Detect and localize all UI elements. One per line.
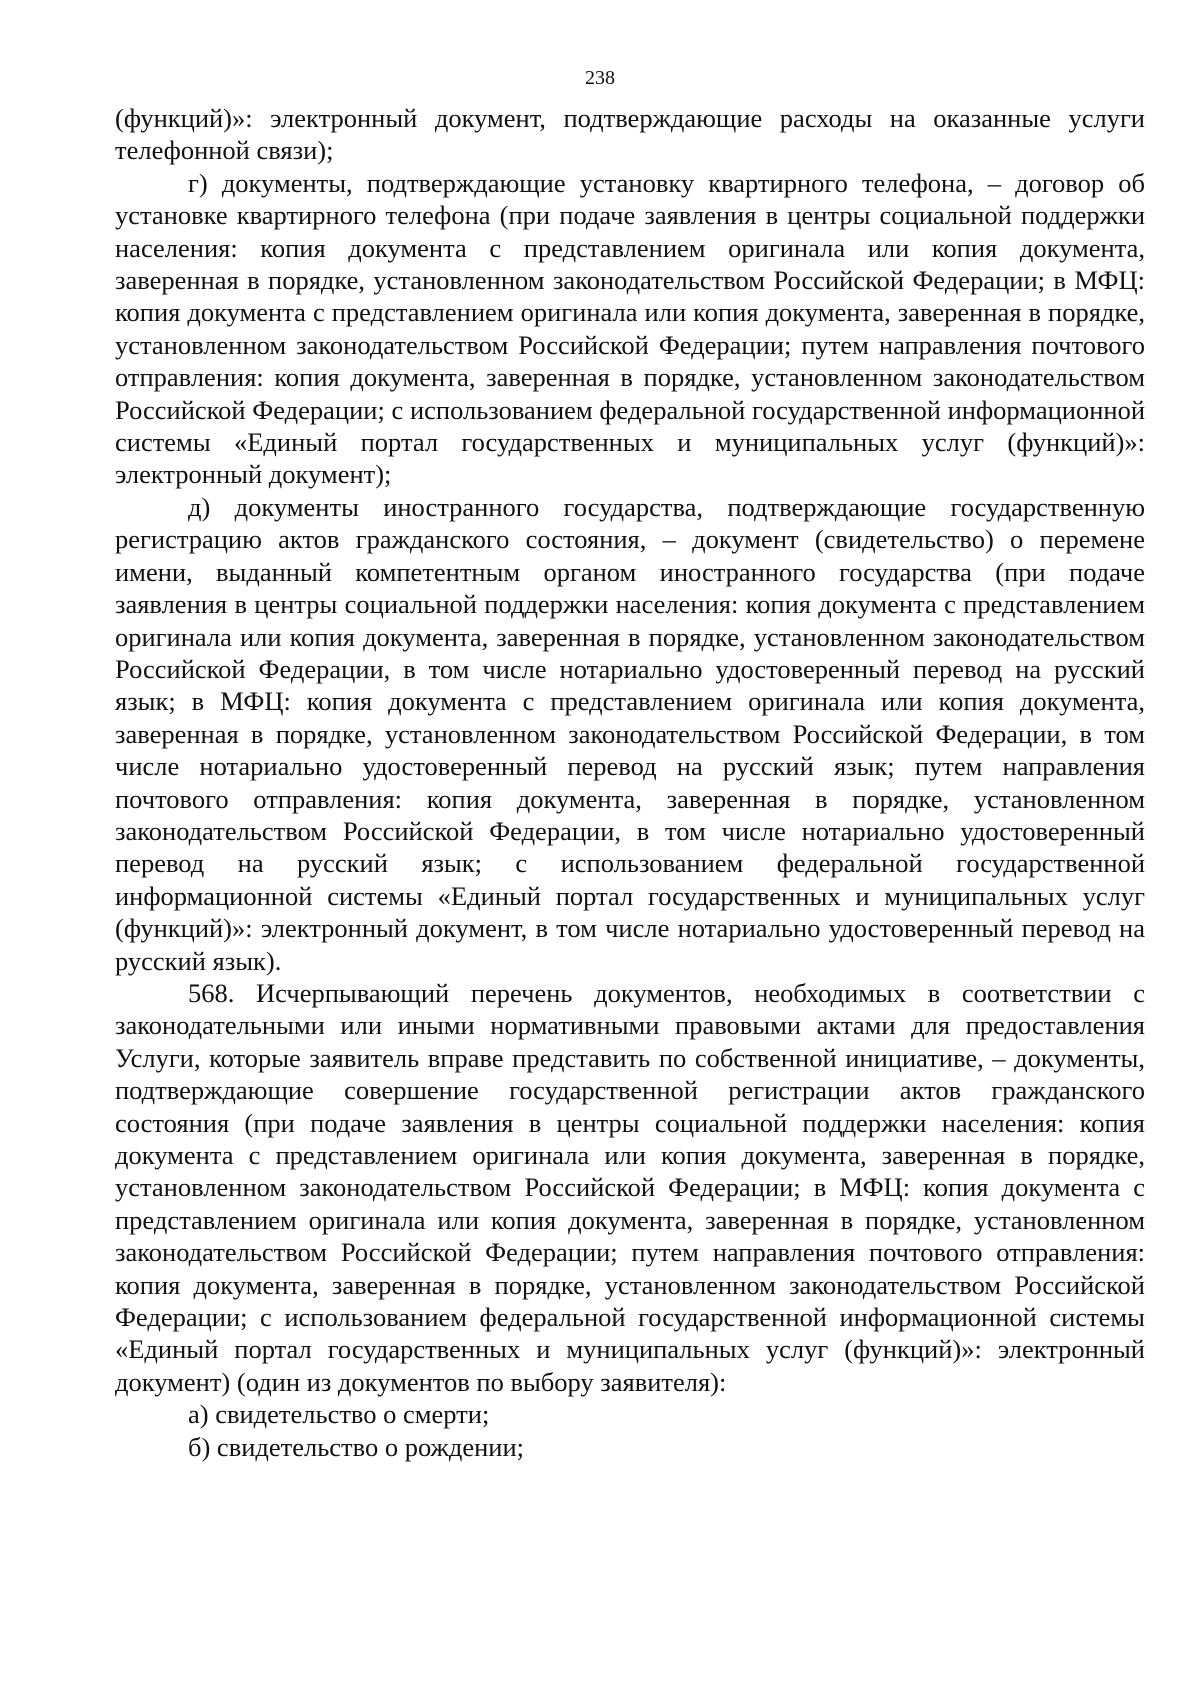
list-item-b-birth-certificate: б) свидетельство о рождении; xyxy=(188,1431,525,1462)
paragraph-568-document-list: 568. Исчерпывающий перечень документов, необходимых в соответствии с законодательными или иными нормативными правовыми актами для предоставления Услуги, которые заявитель вправе представить по собственной инициативе, – документы, подтверждающие совершение государственной регистрации актов гражданского состояния (при подаче заявления в центры социальной поддержки населения: копия документа с представлением оригинала или копия документа, заверенная в порядке, установленном законодательством Российской Федерации; в МФЦ: копия документа с представлением оригинала или копия документа, заверенная в порядке, установленном законодательством Российской Федерации; путем направления почтового отправления: копия документа, заверенная в порядке, установленном законодательством Российской Федерации; с использованием федеральной государственной информационной системы «Единый портал государственных и муниципальных услуг (функций)»: электронный документ) (один из документов по выбору заявителя): xyxy=(115,977,1145,1397)
page-number: 238 xyxy=(585,67,615,89)
paragraph-continuation-telephone-expenses: (функций)»: электронный документ, подтверждающие расходы на оказанные услуги телефонной связи); xyxy=(115,103,1145,166)
paragraph-item-d-foreign-documents: д) документы иностранного государства, подтверждающие государственную регистрацию актов гражданского состояния, – документ (свидетельство) о перемене имени, выданный компетентным органом иностранного государства (при подаче заявления в центры социальной поддержки населения: копия документа с представлением оригинала или копия документа, заверенная в порядке, установленном законодательством Российской Федерации, в том числе нотариально удостоверенный перевод на русский язык; в МФЦ: копия документа с представлением оригинала или копия документа, заверенная в порядке, установленном законодательством Российской Федерации, в том числе нотариально удостоверенный перевод на русский язык; путем направления почтового отправления: копия документа, заверенная в порядке, установленном законодательством Российской Федерации, в том числе нотариально удостоверенный перевод на русский язык; с использованием федеральной государственной информационной системы «Единый портал государственных и муниципальных услуг (функций)»: электронный документ, в том числе нотариально удостоверенный перевод на русский язык). xyxy=(115,491,1145,976)
list-item-a-death-certificate: а) свидетельство о смерти; xyxy=(188,1399,490,1430)
paragraph-item-g-telephone-installation: г) документы, подтверждающие установку квартирного телефона, – договор об установке квартирного телефона (при подаче заявления в центры социальной поддержки населения: копия документа с представлением оригинала или копия документа, заверенная в порядке, установленном законодательством Российской Федерации; в МФЦ: копия документа с представлением оригинала или копия документа, заверенная в порядке, установленном законодательством Российской Федерации; путем направления почтового отправления: копия документа, заверенная в порядке, установленном законодательством Российской Федерации; с использованием федеральной государственной информационной системы «Единый портал государственных и муниципальных услуг (функций)»: электронный документ); xyxy=(115,167,1145,490)
document-body xyxy=(115,102,1145,1463)
